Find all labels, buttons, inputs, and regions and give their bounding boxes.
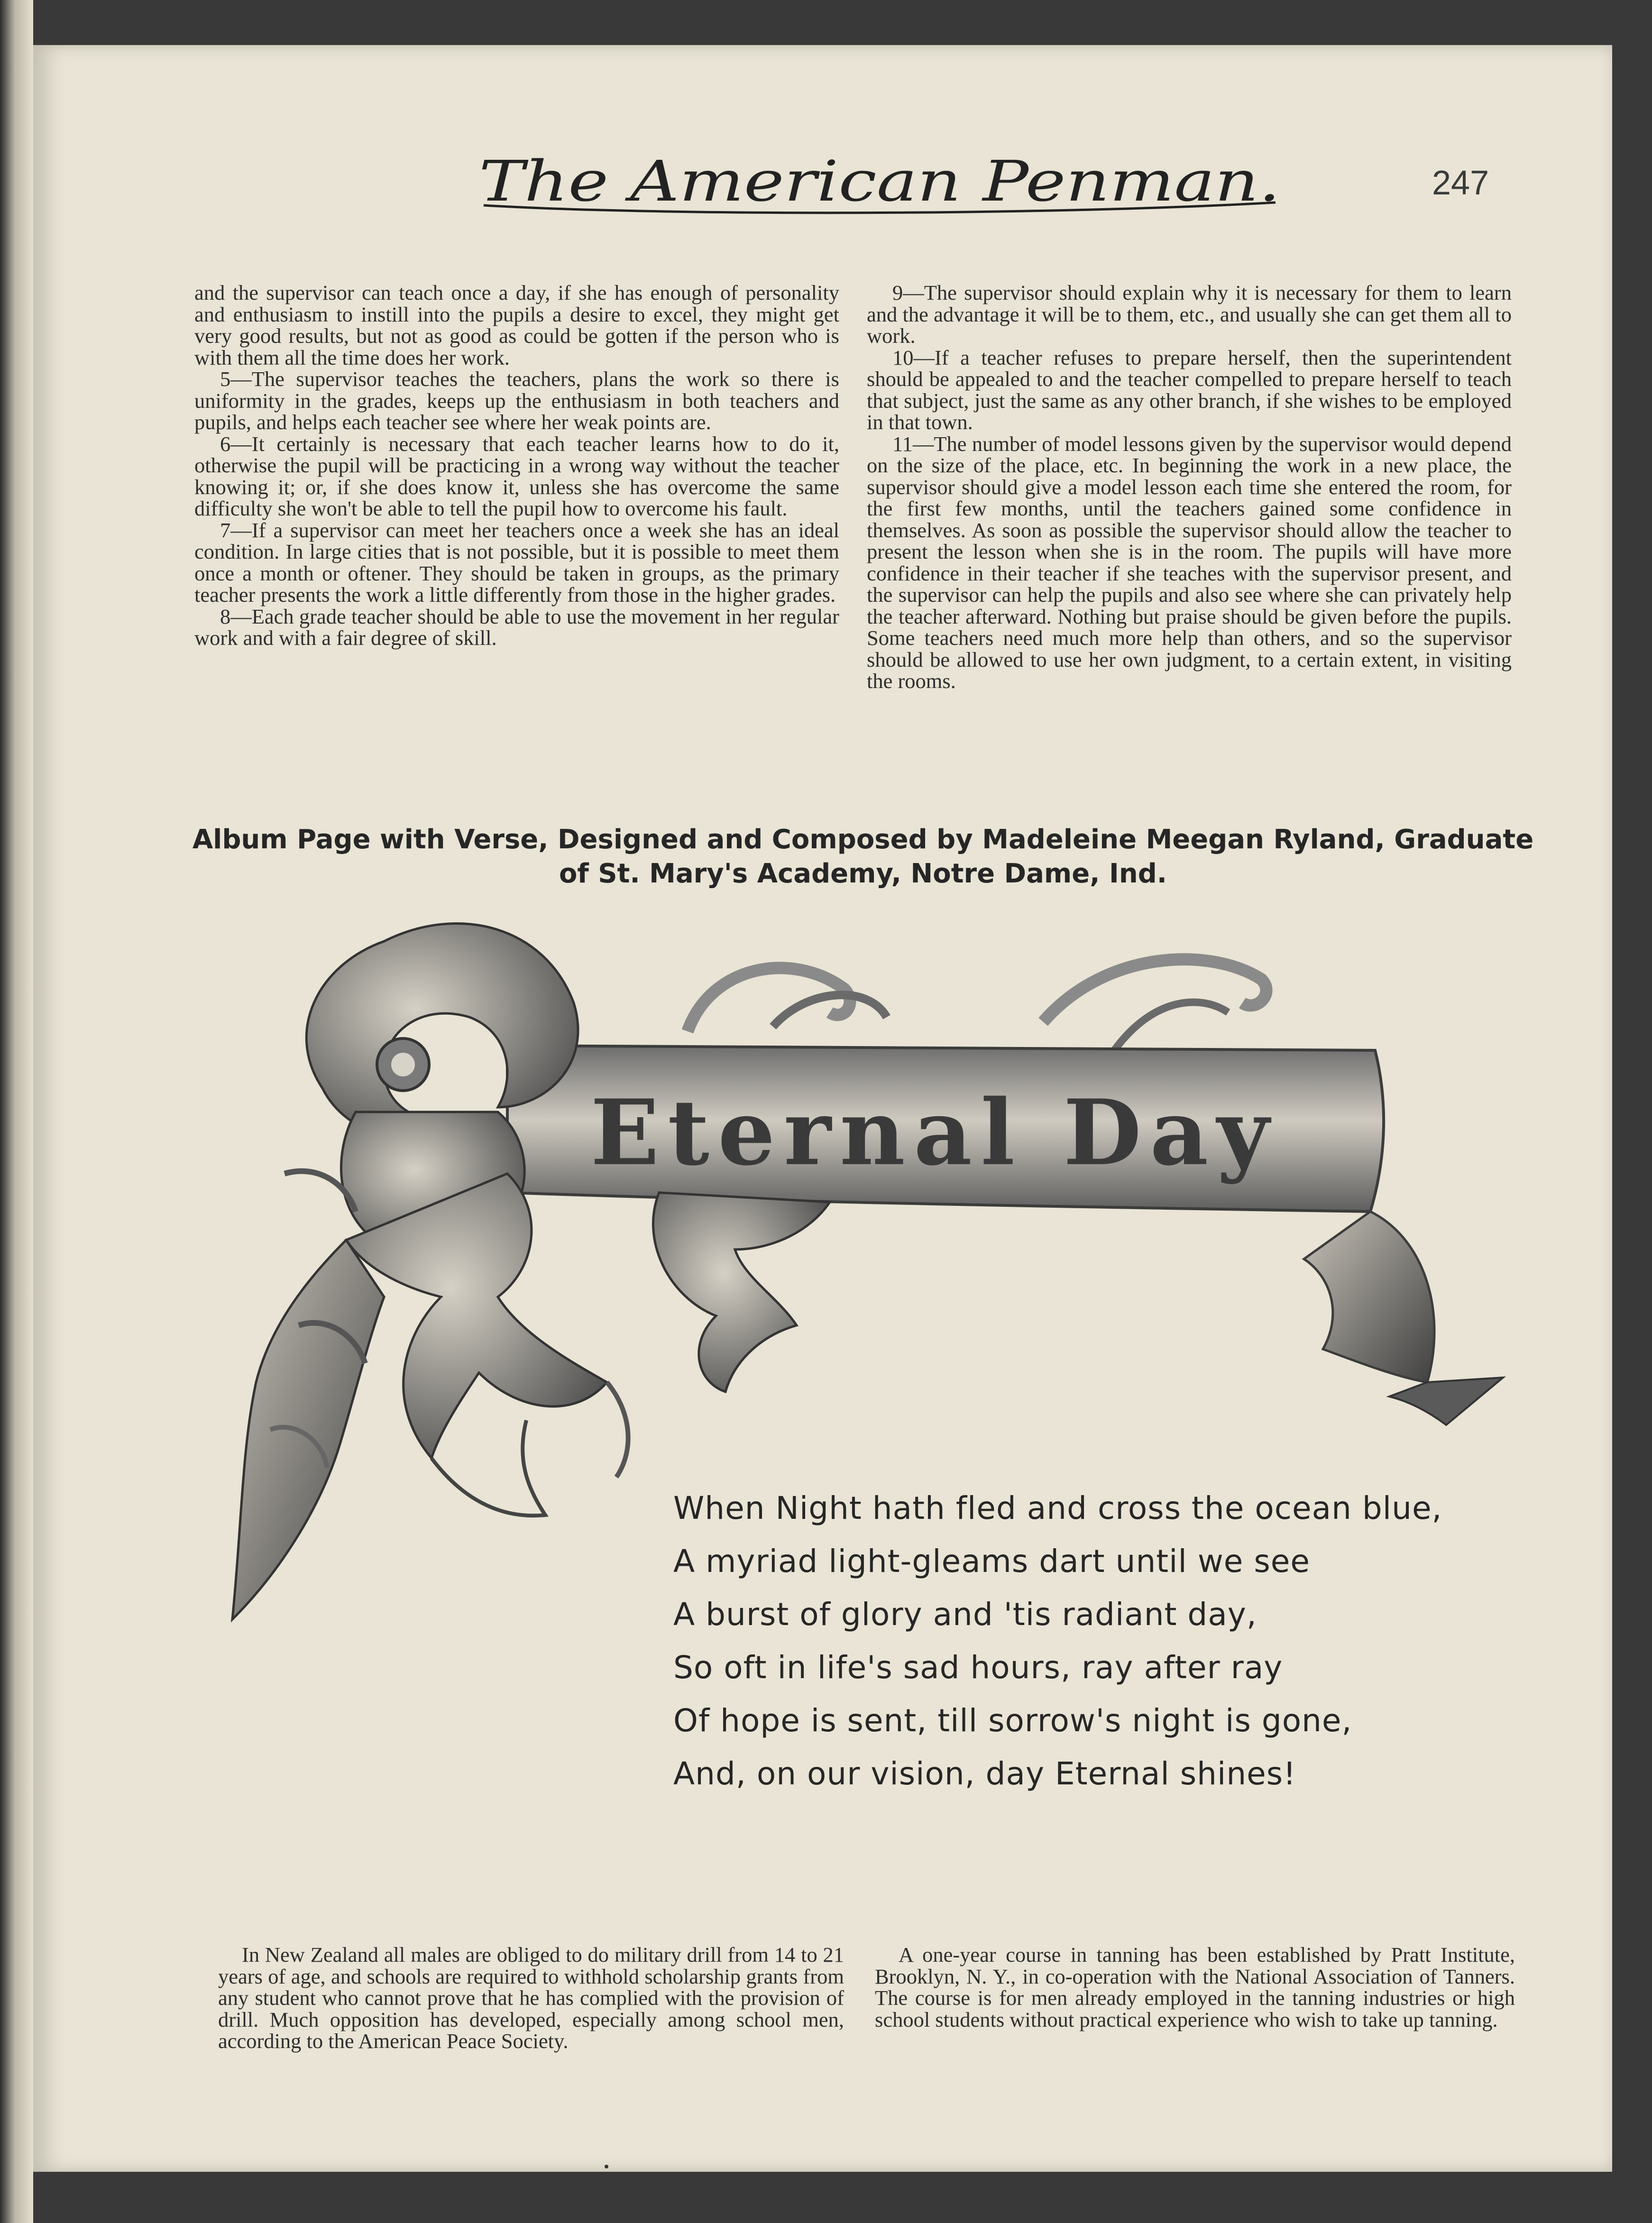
news-item-left: [218, 1944, 844, 2052]
magazine-page: [33, 45, 1612, 2172]
verse-line: A burst of glory and 'tis radiant day,: [673, 1596, 1257, 1633]
paragraph: 9—The supervisor should explain why it is necessary for them to learn and the advantage it will be to them, etc., and usually she can get them all to work.: [867, 281, 1512, 348]
verse-line: So oft in life's sad hours, ray after ray: [673, 1649, 1283, 1686]
paragraph: 8—Each grade teacher should be able to use the movement in her regular work and with a fair degree of skill.: [194, 604, 839, 650]
verse-line: When Night hath fled and cross the ocean blue,: [673, 1490, 1442, 1526]
paragraph: 11—The number of model lessons given by the supervisor would depend on the size of the place, etc. In beginning the work in a new place, the supervisor should give a model lesson each time she entered the room, for the first few months, until the teachers gained some confidence in themselves. As soon as possible the supervisor should allow the teacher to present the lesson when she is in the room. The pupils will have more confidence in their teacher if she teaches with the supervisor present, and the supervisor can help the pupils and also see where she can privately help the teacher afterward. Nothing but praise should be given before the pupils. Some teachers need much more help than others, and so the supervisor should be allowed to use her own judgment, to a certain extent, in visiting the rooms.: [867, 432, 1512, 693]
verse-line: A myriad light-gleams dart until we see: [673, 1543, 1310, 1580]
masthead: [469, 149, 1294, 216]
album-verse: [673, 1482, 1527, 1800]
paragraph: 7—If a supervisor can meet her teachers once a week she has an ideal condition. In large cities that is not possible, but it is possible to meet them once a month or oftener. They should be taken in groups, as the primary teacher presents the work a little differently from those in the higher grades.: [194, 518, 839, 606]
book-spine-edge: [0, 0, 33, 2223]
caption-line: Album Page with Verse, Designed and Composed by Madeleine Meegan Ryland, Graduate: [192, 824, 1534, 855]
print-speck: [605, 2165, 608, 2168]
banner-title: Eternal Day: [590, 1080, 1278, 1185]
paragraph: 5—The supervisor teaches the teachers, plans the work so there is uniformity in the grades, keeps up the enthusiasm in both teachers and pupils, and helps each teacher see where her weak points are.: [194, 367, 839, 434]
paragraph: A one-year course in tanning has been established by Pratt Institute, Brooklyn, N. Y., in co-operation with the National Association of Tanners. The course is for men already employed in the tanning industries or high school students without practical experience who wish to take up tanning.: [875, 1943, 1515, 2031]
caption-line: of St. Mary's Academy, Notre Dame, Ind.: [559, 858, 1167, 889]
illustration-caption: [190, 823, 1536, 891]
paragraph: In New Zealand all males are obliged to do military drill from 14 to 21 years of age, and schools are required to withhold scholarship grants from any student who cannot prove that he has complied with the provision of drill. Much opposition has developed, especially among school men, according to the American Peace Society.: [218, 1943, 844, 2053]
masthead-script-logo: [469, 149, 1294, 216]
news-item-right: [875, 1944, 1515, 2030]
page-number: 247: [1432, 164, 1489, 202]
verse-line: And, on our vision, day Eternal shines!: [673, 1755, 1296, 1792]
verse-line: Of hope is sent, till sorrow's night is gone,: [673, 1702, 1352, 1739]
article-column-right: [867, 282, 1512, 692]
masthead-title: The American Penman.: [479, 149, 1280, 214]
article-column-left: [194, 282, 839, 649]
paragraph: and the supervisor can teach once a day, if she has enough of personality and enthusiasm to instill into the pupils a desire to excel, they might get very good results, but not as good as could be gotten if the person who is with them all the time does her work.: [194, 281, 839, 369]
paragraph: 6—It certainly is necessary that each teacher learns how to do it, otherwise the pupil will be practicing in a wrong way without the teacher knowing it; or, if she does know it, unless she has overcome the same difficulty she won't be able to tell the pupil how to overcome his fault.: [194, 432, 839, 520]
paragraph: 10—If a teacher refuses to prepare herself, then the superintendent should be appealed to and the teacher compelled to prepare herself to teach that subject, just the same as any other branch, if she wishes to be employed in that town.: [867, 345, 1512, 434]
